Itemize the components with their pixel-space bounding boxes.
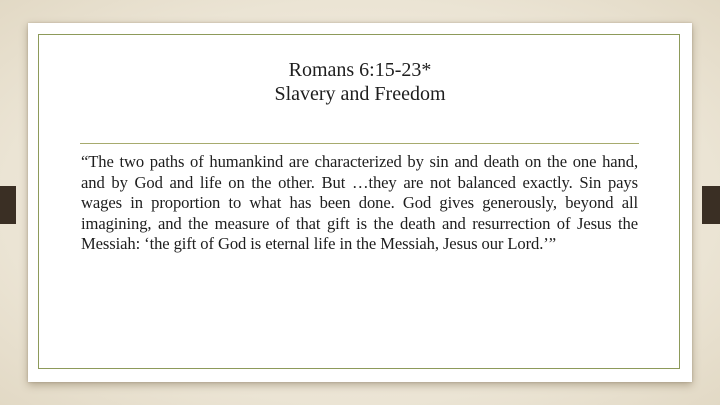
- title-line-subtitle: Slavery and Freedom: [274, 83, 446, 105]
- right-tab-decoration: [702, 186, 720, 224]
- quote-text: “The two paths of humankind are characterized by sin and death on the one hand, and by God and life on the other. But …they are not balanced exactly. Sin pays wages in proportion to what has been done. God gives generously, beyond all imagining, and the measure of that gift is the death and resurrection of Jesus the Messiah: ‘the gift of God is eternal life in the Messiah, Jesus our Lord.’”: [81, 152, 638, 254]
- title-line-reference: Romans 6:15-23*: [288, 59, 432, 81]
- left-tab-decoration: [0, 186, 16, 224]
- title-divider: [80, 143, 639, 144]
- slide-title: [28, 58, 692, 106]
